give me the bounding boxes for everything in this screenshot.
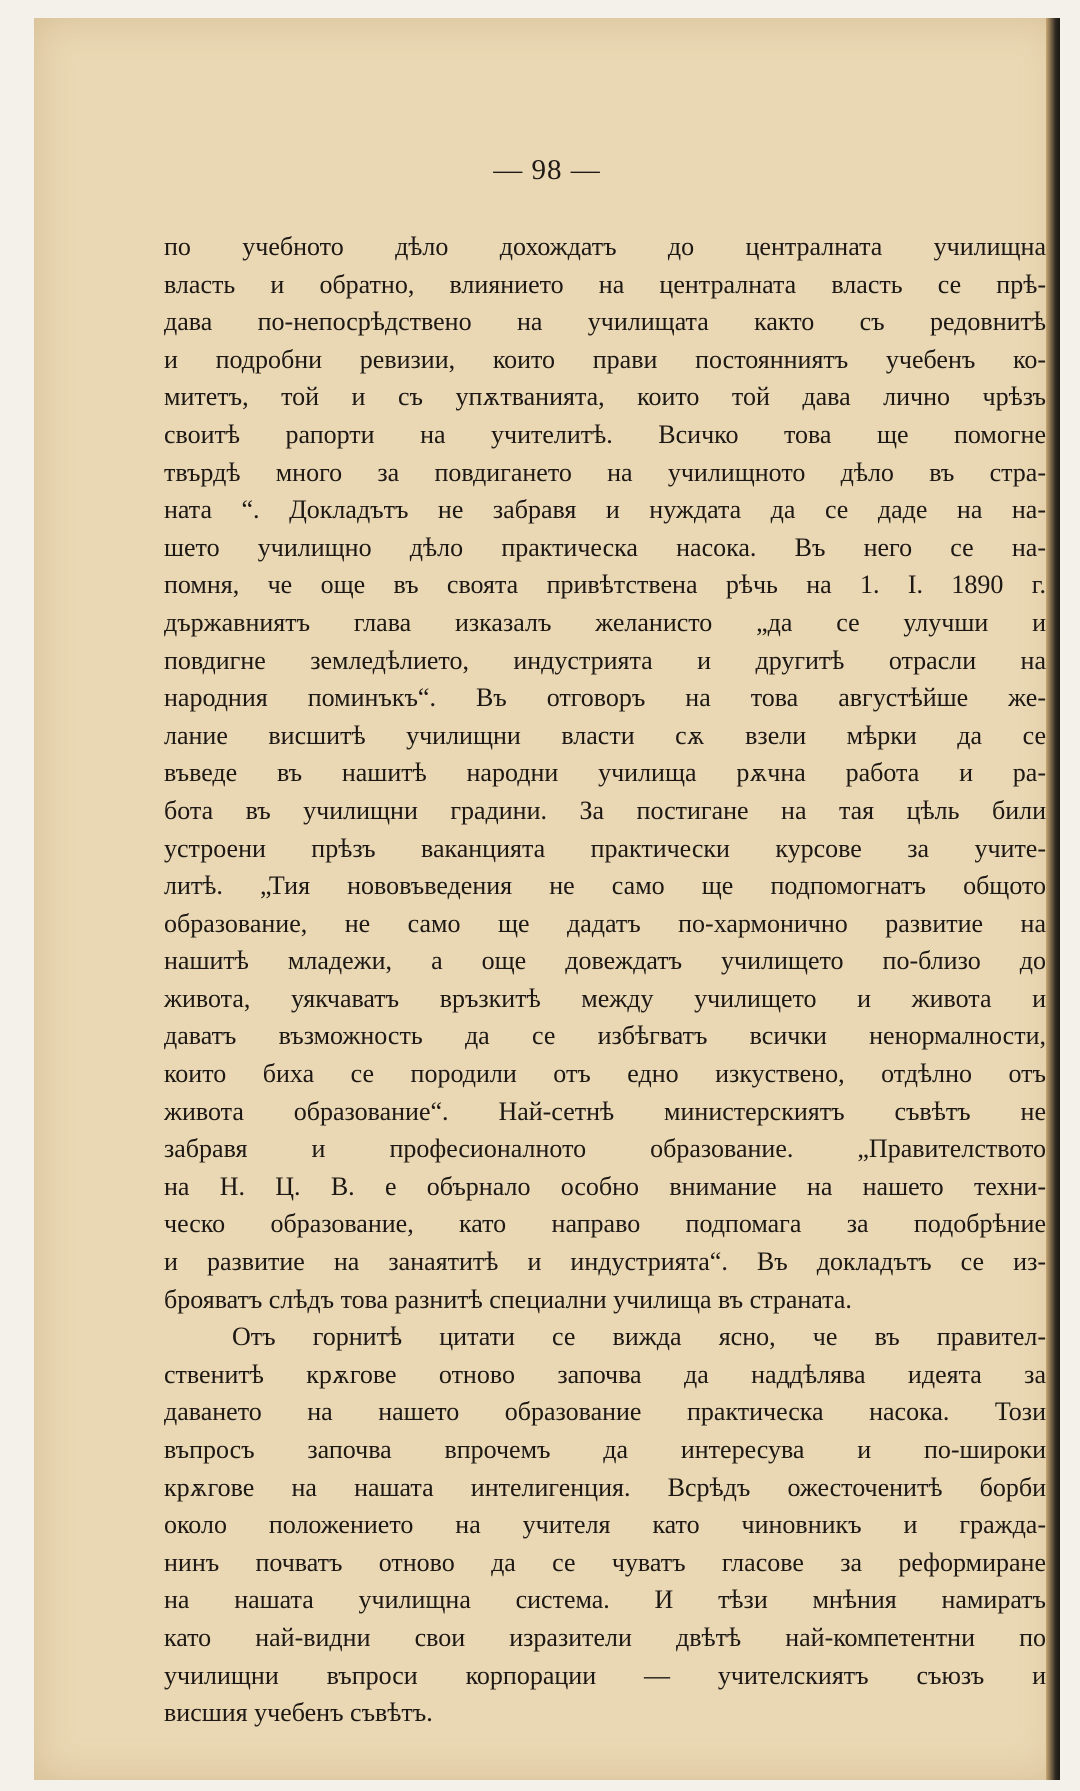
book-page [34, 18, 1060, 1780]
text-line: висшия учебенъ съвѣтъ. [164, 1698, 433, 1728]
text-line: държавниятъ глава изказалъ желанисто „да се улучши и [164, 607, 1046, 637]
text-line: брояватъ слѣдъ това разнитѣ специални училища въ страната. [164, 1284, 852, 1314]
text-line: даването на нашето образование практическа насока. Този [164, 1397, 1046, 1427]
text-line: по учебното дѣло дохождатъ до централната училищна [164, 232, 1046, 261]
text-line: ческо образование, като направо подпомага за подобрѣние [164, 1209, 1046, 1239]
text-line: устроени прѣзъ ваканцията практически курсове за учите- [164, 833, 1046, 863]
text-line: въведе въ нашитѣ народни училища рѫчна работа и ра- [164, 758, 1046, 788]
text-line: своитѣ рапорти на учителитѣ. Всичко това ще помогне [164, 419, 1046, 449]
text-line: на нашата училищна система. И тѣзи мнѣния намиратъ [164, 1585, 1046, 1615]
text-line: литѣ. „Тия нововъведения не само ще подпомогнатъ общото [164, 871, 1046, 901]
text-line: митетъ, той и съ упѫтванията, които той дава лично чрѣзъ [164, 382, 1046, 412]
text-line: шето училищно дѣло практическа насока. Въ него се на- [164, 532, 1046, 562]
text-line: около положението на учителя като чиновникъ и гражда- [164, 1510, 1046, 1540]
text-line: като най-видни свои изразители двѣтѣ най-компетентни по [164, 1622, 1046, 1652]
text-line: и подробни ревизии, които прави постоянниятъ учебенъ ко- [164, 344, 1046, 374]
text-line: дава по-непосрѣдствено на училищата както съ редовнитѣ [164, 307, 1046, 337]
text-line: твърдѣ много за повдигането на училищното дѣло въ стра- [164, 457, 1046, 487]
text-line: училищни въпроси корпорации — учителскиятъ съюзъ и [164, 1660, 1046, 1690]
text-line: образование, не само ще дадатъ по-хармонично развитие на [164, 908, 1046, 938]
text-line: помня, че още въ своята привѣтствена рѣчь на 1. I. 1890 г. [164, 570, 1046, 600]
text-line: даватъ възможность да се избѣгватъ всички ненормалности, [164, 1021, 1046, 1051]
text-line: и развитие на занаятитѣ и индустрията“. Въ докладътъ се из- [164, 1247, 1046, 1277]
text-line: власть и обратно, влиянието на централната власть се прѣ- [164, 269, 1046, 299]
page-spine-shadow [1046, 18, 1060, 1780]
text-line: ната “. Докладътъ не забравя и нуждата да се даде на на- [164, 495, 1046, 525]
text-line: живота образование“. Най-сетнѣ министерскиятъ съвѣтъ не [164, 1096, 1046, 1126]
text-line: нинъ почватъ отново да се чуватъ гласове за реформиране [164, 1547, 1046, 1577]
text-line: забравя и професионалното образование. „Правителството [164, 1134, 1046, 1164]
text-line: лание висшитѣ училищни власти сѫ взели мѣрки да се [164, 720, 1046, 750]
text-line: живота, уякчаватъ връзкитѣ между училището и живота и [164, 983, 1046, 1013]
body-text [164, 228, 1046, 1732]
text-line: бота въ училищни градини. За постигане на тая цѣль били [164, 795, 1046, 825]
text-line: повдигне земледѣлието, индустрията и другитѣ отрасли на [164, 645, 1046, 675]
text-line: въпросъ започва впрочемъ да интересува и по-широки [164, 1435, 1046, 1464]
text-line: народния поминъкъ“. Въ отговоръ на това августѣйше же- [164, 683, 1046, 713]
text-line: Отъ горнитѣ цитати се вижда ясно, че въ правител- [232, 1322, 1046, 1352]
page-number: — 98 — [493, 154, 601, 186]
text-line: ственитѣ крѫгове отново започва да наддѣлява идеята за [164, 1359, 1046, 1389]
text-line: нашитѣ младежи, а още довеждатъ училището по-близо до [164, 946, 1046, 976]
text-line: на Н. Ц. В. е обърнало особно внимание на нашето техни- [164, 1171, 1046, 1201]
text-line: които биха се породили отъ едно изкуствено, отдѣлно отъ [164, 1059, 1046, 1089]
text-line: крѫгове на нашата интелигенция. Всрѣдъ ожесточенитѣ борби [164, 1472, 1046, 1502]
